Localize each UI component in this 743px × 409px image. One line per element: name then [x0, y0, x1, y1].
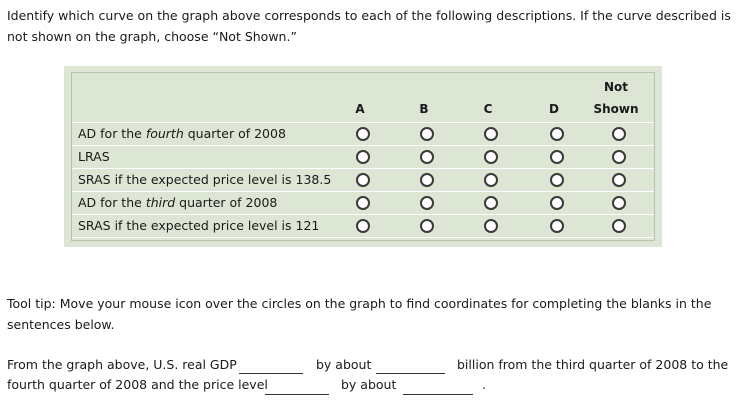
row-label-emphasis: fourth [145, 126, 184, 141]
row-label-text: SRAS if the expected price level is 138.5 [78, 172, 332, 187]
row-label-emphasis: third [145, 195, 176, 210]
radio-a[interactable] [356, 219, 370, 233]
gdp-direction-blank[interactable] [239, 373, 303, 374]
radio-not-shown[interactable] [612, 127, 626, 141]
radio-d[interactable] [550, 150, 564, 164]
row-label [78, 171, 331, 189]
radio-d[interactable] [550, 196, 564, 210]
sentence-part-1: From the graph above, U.S. real GDP [7, 357, 237, 372]
table-row [72, 192, 654, 215]
radio-not-shown[interactable] [612, 196, 626, 210]
radio-d[interactable] [550, 173, 564, 187]
radio-c[interactable] [484, 219, 498, 233]
sentence-period: . [482, 377, 486, 392]
matching-table-inner [71, 72, 655, 241]
column-header-not: Not [603, 80, 629, 94]
sentence-part-2: by about [316, 357, 372, 372]
row-label [78, 148, 110, 166]
column-header-d: D [549, 102, 559, 116]
instructions-text: Identify which curve on the graph above corresponds to each of the following descriptions. If the curve described is not shown on the graph, choose “Not Shown.” [7, 8, 731, 44]
radio-c[interactable] [484, 150, 498, 164]
radio-b[interactable] [420, 196, 434, 210]
row-label [78, 194, 277, 212]
table-row [72, 169, 654, 192]
row-label-text: quarter of 2008 [175, 195, 278, 210]
sentence-part-3: billion from the third quarter of 2008 to the [457, 357, 729, 372]
price-amount-blank[interactable] [403, 394, 473, 395]
row-label-text: SRAS if the expected price level is 121 [78, 218, 320, 233]
row-label [78, 217, 319, 235]
radio-d[interactable] [550, 127, 564, 141]
sentence-part-4: fourth quarter of 2008 and the price level [7, 377, 268, 392]
matching-table [64, 66, 662, 247]
radio-b[interactable] [420, 173, 434, 187]
radio-a[interactable] [356, 173, 370, 187]
radio-d[interactable] [550, 219, 564, 233]
radio-not-shown[interactable] [612, 173, 626, 187]
column-header-shown: Shown [593, 102, 639, 116]
row-label-text: AD for the [78, 126, 146, 141]
row-label-text: quarter of 2008 [183, 126, 286, 141]
radio-b[interactable] [420, 150, 434, 164]
sentence-part-5: by about [341, 377, 397, 392]
row-label-text: AD for the [78, 195, 146, 210]
radio-c[interactable] [484, 173, 498, 187]
table-row [72, 146, 654, 169]
radio-c[interactable] [484, 127, 498, 141]
radio-a[interactable] [356, 150, 370, 164]
radio-c[interactable] [484, 196, 498, 210]
tool-tip-text: Tool tip: Move your mouse icon over the circles on the graph to find coordinates for completing the blanks in the sentences below. [7, 296, 712, 332]
column-header-b: B [419, 102, 429, 116]
radio-a[interactable] [356, 127, 370, 141]
row-label [78, 125, 286, 143]
column-header-c: C [483, 102, 493, 116]
radio-not-shown[interactable] [612, 219, 626, 233]
table-row [72, 215, 654, 238]
price-direction-blank[interactable] [265, 394, 329, 395]
gdp-amount-blank[interactable] [376, 373, 445, 374]
radio-a[interactable] [356, 196, 370, 210]
radio-b[interactable] [420, 127, 434, 141]
radio-b[interactable] [420, 219, 434, 233]
table-row [72, 123, 654, 146]
column-header-a: A [355, 102, 365, 116]
radio-not-shown[interactable] [612, 150, 626, 164]
row-label-text: LRAS [78, 149, 110, 164]
